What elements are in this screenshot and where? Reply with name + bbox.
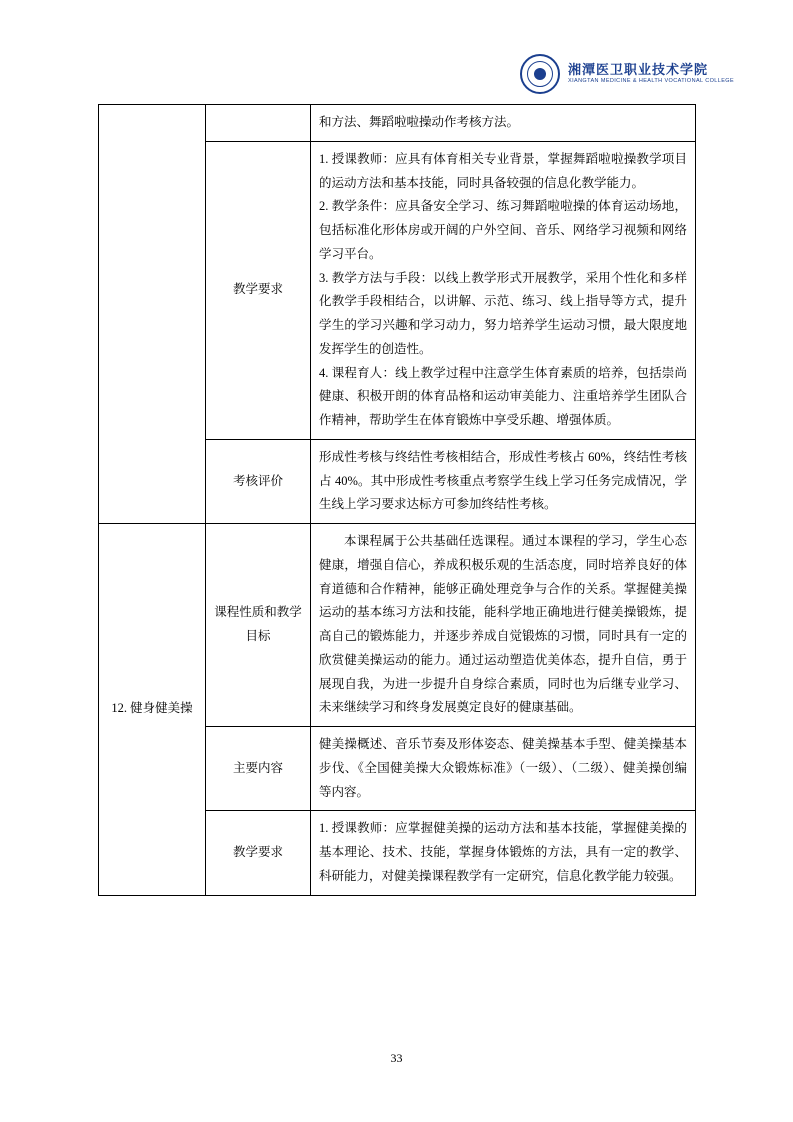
paragraph: 3. 教学方法与手段：以线上教学形式开展教学，采用个性化和多样化教学手段相结合，以讲解、示范、练习、线上指导等方式，提升学生的学习兴趣和学习动力，努力培养学生运动习惯，最大限度地发挥学生的创造性。 [319, 270, 687, 356]
row-sub-label: 主要内容 [206, 727, 311, 811]
row-sub-label [206, 105, 311, 142]
paragraph: 2. 教学条件：应具备安全学习、练习舞蹈啦啦操的体育运动场地，包括标准化形体房或开阔的户外空间、音乐、网络学习视频和网络学习平台。 [319, 199, 687, 261]
paragraph: 1. 授课教师：应具有体育相关专业背景，掌握舞蹈啦啦操教学项目的运动方法和基本技能，同时具备较强的信息化教学能力。 [319, 151, 687, 190]
row-sub-label: 考核评价 [206, 439, 311, 523]
college-logo [520, 52, 735, 96]
paragraph: 本课程属于公共基础任选课程。通过本课程的学习，学生心态健康，增强自信心，养成积极乐观的生活态度，同时培养良好的体育道德和合作精神，能够正确处理竞争与合作的关系。掌握健美操运动的基本练习方法和技能，能科学地正确地进行健美操锻炼，提高自己的锻炼能力，并逐步养成自觉锻炼的习惯，同时具有一定的欣赏健美操运动的能力。通过运动塑造优美体态，提升自信，勇于展现自我，为进一步提升自身综合素质，同时也为后继专业学习、未来继续学习和终身发展奠定良好的健康基础。 [319, 534, 687, 715]
table-row [99, 105, 696, 142]
college-name-en: XIANGTAN MEDICINE & HEALTH VOCATIONAL COLLEGE [568, 78, 735, 85]
college-logo-text [568, 63, 734, 84]
page-number: 33 [390, 1051, 403, 1065]
course-outline-table [98, 104, 696, 896]
course-name-cell: 12. 健身健美操 [99, 524, 206, 896]
course-name-cell-prev [99, 105, 206, 524]
row-body [311, 105, 696, 142]
row-body [311, 141, 696, 439]
row-sub-label: 教学要求 [206, 811, 311, 895]
row-body [311, 811, 696, 895]
paragraph: 1. 授课教师：应掌握健美操的运动方法和基本技能，掌握健美操的基本理论、技术、技能，掌握身体锻炼的方法，具有一定的教学、科研能力，对健美操课程教学有一定研究，信息化教学能力较强。 [319, 821, 687, 883]
paragraph: 和方法、舞蹈啦啦操动作考核方法。 [319, 115, 520, 129]
college-seal-icon [520, 54, 560, 94]
row-body [311, 439, 696, 523]
table-row [99, 524, 696, 727]
row-body [311, 727, 696, 811]
row-sub-label: 课程性质和教学目标 [206, 524, 311, 727]
paragraph: 4. 课程育人：线上教学过程中注意学生体育素质的培养，包括崇尚健康、积极开朗的体育品格和运动审美能力、注重培养学生团队合作精神，帮助学生在体育锻炼中享受乐趣、增强体质。 [319, 365, 687, 427]
paragraph: 健美操概述、音乐节奏及形体姿态、健美操基本手型、健美操基本步伐、《全国健美操大众锻炼标准》（一级）、（二级）、健美操创编等内容。 [319, 737, 687, 799]
college-name-cn: 湘潭医卫职业技术学院 [568, 62, 709, 78]
row-body [311, 524, 696, 727]
paragraph: 形成性考核与终结性考核相结合，形成性考核占 60%，终结性考核占 40%。其中形成性考核重点考察学生线上学习任务完成情况，学生线上学习要求达标方可参加终结性考核。 [319, 449, 687, 512]
row-sub-label: 教学要求 [206, 141, 311, 439]
